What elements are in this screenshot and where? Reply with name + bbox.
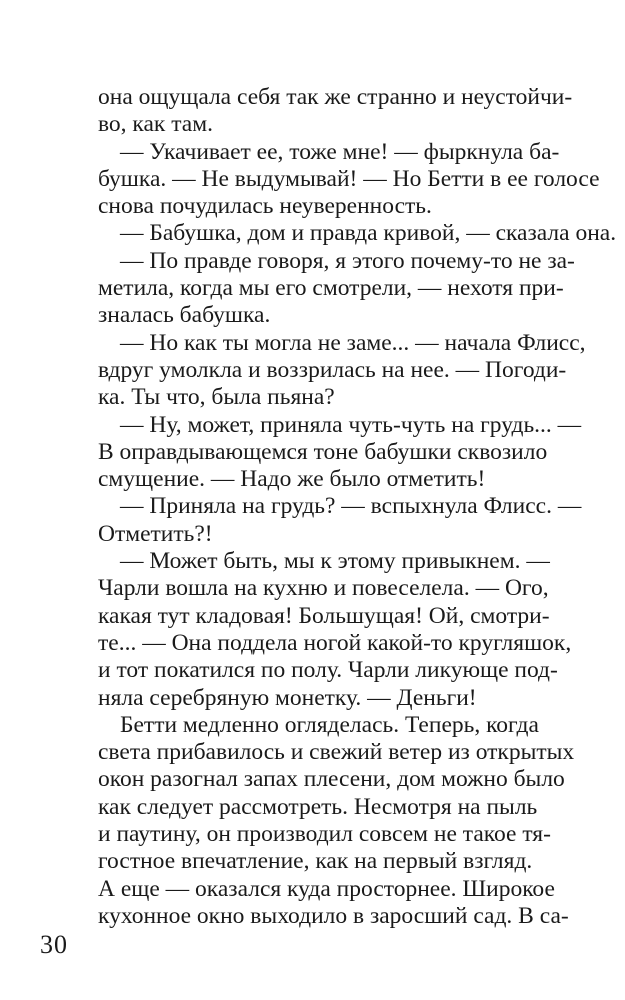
text-line: те... — Она поддела ногой какой-то кругляшок, (98, 629, 572, 656)
text-line: — Приняла на грудь? — вспыхнула Флисс. — (120, 493, 582, 520)
text-line: она ощущала себя так же странно и неустойчи- (98, 84, 573, 110)
text-line: ка. Ты что, была пьяна? (98, 384, 335, 411)
text-line: В оправдывающемся тоне бабушки сквозило (98, 438, 548, 465)
text-line: — Ну, может, приняла чуть-чуть на грудь... — (120, 411, 582, 438)
text-line: зналась бабушка. (98, 302, 271, 329)
text-line: метила, когда мы его смотрели, — нехотя при- (98, 275, 564, 302)
text-line: А еще — оказался куда просторнее. Широкое (98, 875, 555, 902)
text-line: — Может быть, мы к этому привыкнем. — (120, 548, 550, 575)
text-line: вдруг умолкла и воззрилась на нее. — Погоди- (98, 356, 567, 383)
text-line: няла серебряную монетку. — Деньги! (98, 684, 477, 711)
text-line: Чарли вошла на кухню и повеселела. — Ого, (98, 575, 549, 602)
text-line: как следует рассмотреть. Несмотря на пыль (98, 793, 538, 820)
text-line: кухонное окно выходило в заросший сад. В са- (98, 902, 569, 929)
text-line: снова почудилась неуверенность. (98, 193, 432, 220)
text-line: — Бабушка, дом и правда кривой, — сказала она. (120, 220, 617, 247)
page-number: 30 (40, 930, 68, 959)
text-line: — Укачивает ее, тоже мне! — фыркнула ба- (120, 138, 560, 165)
text-line: во, как там. (98, 111, 213, 138)
text-line: света прибавилось и свежий ветер из открытых (98, 739, 575, 766)
text-line: бушка. — Не выдумывай! — Но Бетти в ее голосе (98, 165, 600, 192)
text-line: какая тут кладовая! Большущая! Ой, смотри- (98, 602, 550, 629)
text-line: и тот покатился по полу. Чарли ликующе под- (98, 657, 558, 684)
text-line: гостное впечатление, как на первый взгляд. (98, 848, 533, 875)
text-line: Бетти медленно огляделась. Теперь, когда (120, 711, 539, 738)
body-text (98, 84, 617, 930)
text-line: и паутину, он производил совсем не такое тя- (98, 821, 551, 848)
text-line: Отметить?! (98, 520, 213, 547)
text-line: — Но как ты могла не заме... — начала Флисс, (120, 329, 586, 356)
text-line: смущение. — Надо же было отметить! (98, 466, 486, 493)
text-line: — По правде говоря, я этого почему-то не за- (120, 247, 575, 274)
text-line: окон разогнал запах плесени, дом можно было (98, 766, 565, 793)
